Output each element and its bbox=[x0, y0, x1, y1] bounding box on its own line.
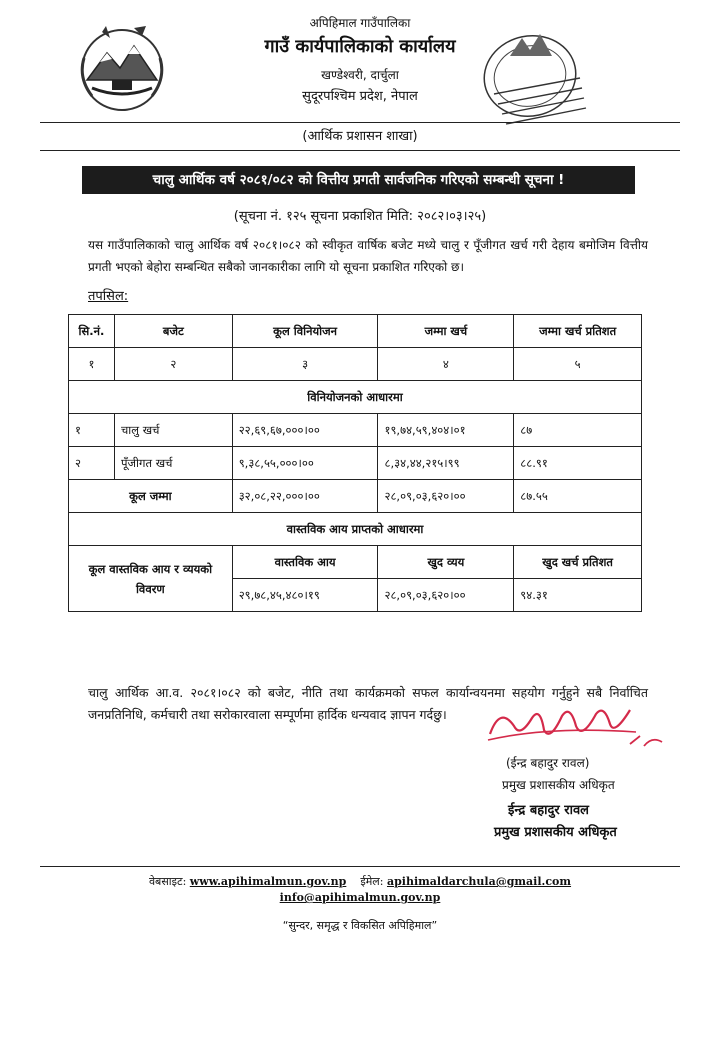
row-expense: ८,३४,४४,२१५।९९ bbox=[378, 447, 514, 480]
branch-name: (आर्थिक प्रशासन शाखा) bbox=[302, 129, 418, 144]
stamp-name: ईन्द्र बहादुर रावल bbox=[508, 803, 589, 818]
footer-email2-line bbox=[0, 891, 720, 904]
index-cell: ३ bbox=[232, 348, 378, 381]
col-header-sn: सि.नं. bbox=[69, 315, 115, 348]
index-cell: ५ bbox=[514, 348, 642, 381]
province-name: सुदूरपश्चिम प्रदेश, नेपाल bbox=[302, 89, 418, 104]
total-row bbox=[69, 480, 642, 513]
office-name: गाउँ कार्यपालिकाको कार्यालय bbox=[264, 36, 456, 57]
stamp-title: प्रमुख प्रशासकीय अधिकृत bbox=[494, 825, 617, 840]
footer-slogan: “सुन्दर, समृद्ध र विकसित अपिहिमाल” bbox=[282, 919, 438, 932]
table-row bbox=[69, 414, 642, 447]
index-cell: १ bbox=[69, 348, 115, 381]
row-percent: ८८.९१ bbox=[514, 447, 642, 480]
section2-net-expense-value: २८,०९,०३,६२०।०० bbox=[378, 579, 514, 612]
section2-label: कूल वास्तविक आय र व्ययको विवरण bbox=[69, 546, 233, 612]
intro-paragraph: यस गाउँपालिकाको चालु आर्थिक वर्ष २०८१।०८२ को स्वीकृत वार्षिक बजेट मध्ये चालु र पूँजीगत खर्च गरी देहाय बमोजिम वित्तीय प्रगती भएको बेहोरा सम्बन्धित सबैको जानकारीका लागि यो सूचना प्रकाशित गरिएको छ। bbox=[88, 238, 648, 274]
total-percent: ८७.५५ bbox=[514, 480, 642, 513]
section2-title: वास्तविक आय प्राप्तको आधारमा bbox=[69, 513, 642, 546]
col-header-expense: जम्मा खर्च bbox=[378, 315, 514, 348]
row-budget: पूँजीगत खर्च bbox=[114, 447, 232, 480]
email-link-primary[interactable]: apihimaldarchula@gmail.com bbox=[386, 875, 572, 888]
header-divider-bottom bbox=[40, 150, 680, 151]
footer-divider bbox=[40, 866, 680, 867]
section2-header-income: वास्तविक आय bbox=[232, 546, 378, 579]
section2-header-net-expense: खुद व्यय bbox=[378, 546, 514, 579]
section-title-row bbox=[69, 381, 642, 414]
signatory-name: (ईन्द्र बहादुर रावल) bbox=[506, 756, 590, 770]
notice-number-line: (सूचना नं. १२५ सूचना प्रकाशित मिति: २०८२।०३।२५) bbox=[233, 209, 487, 224]
row-allocation: २२,६९,६७,०००।०० bbox=[232, 414, 378, 447]
email-label: ईमेल: bbox=[360, 875, 384, 888]
col-header-percent: जम्मा खर्च प्रतिशत bbox=[514, 315, 642, 348]
section2-net-percent-value: ९४.३१ bbox=[514, 579, 642, 612]
email-link-secondary[interactable]: info@apihimalmun.gov.np bbox=[279, 891, 441, 904]
signatory-title: प्रमुख प्रशासकीय अधिकृत bbox=[502, 778, 615, 792]
row-sn: १ bbox=[69, 414, 115, 447]
row-allocation: ९,३८,५५,०००।०० bbox=[232, 447, 378, 480]
section2-income-value: २९,७८,४५,४८०।१९ bbox=[232, 579, 378, 612]
row-percent: ८७ bbox=[514, 414, 642, 447]
row-expense: १९,७४,५९,४०४।०१ bbox=[378, 414, 514, 447]
row-budget: चालु खर्च bbox=[114, 414, 232, 447]
table-index-row bbox=[69, 348, 642, 381]
tapasil-label: तपसिल: bbox=[88, 289, 129, 304]
index-cell: ४ bbox=[378, 348, 514, 381]
website-link[interactable]: www.apihimalmun.gov.np bbox=[189, 875, 347, 888]
footer-contact-line bbox=[0, 874, 720, 889]
total-allocation: ३२,०८,२२,०००।०० bbox=[232, 480, 378, 513]
closing-paragraph: चालु आर्थिक आ.व. २०८१।०८२ को बजेट, नीति तथा कार्यक्रमको सफल कार्यान्वयनमा सहयोग गर्नुहुने सबै निर्वाचित जनप्रतिनिधि, कर्मचारी तथा सरोकारवाला सम्पूर्णमा हार्दिक धन्यवाद ज्ञापन गर्दछु। bbox=[88, 685, 648, 722]
index-cell: २ bbox=[114, 348, 232, 381]
section2-header-row bbox=[69, 546, 642, 579]
notice-title-banner: चालु आर्थिक वर्ष २०८१/०८२ को वित्तीय प्रगती सार्वजनिक गरिएको सम्बन्धी सूचना ! bbox=[82, 166, 635, 194]
office-seal-stamp bbox=[470, 16, 600, 136]
col-header-budget: बजेट bbox=[114, 315, 232, 348]
handwritten-signature bbox=[480, 696, 670, 756]
municipality-name: अपिहिमाल गाउँपालिका bbox=[309, 16, 411, 30]
section1-title: विनियोजनको आधारमा bbox=[69, 381, 642, 414]
section2-header-net-percent: खुद खर्च प्रतिशत bbox=[514, 546, 642, 579]
table-row bbox=[69, 447, 642, 480]
total-expense: २८,०९,०३,६२०।०० bbox=[378, 480, 514, 513]
table-header-row bbox=[69, 315, 642, 348]
row-sn: २ bbox=[69, 447, 115, 480]
header-divider bbox=[40, 122, 680, 123]
office-location: खण्डेश्वरी, दार्चुला bbox=[321, 68, 399, 82]
website-label: वेबसाइट: bbox=[148, 875, 187, 888]
financial-progress-table bbox=[68, 314, 642, 612]
total-label: कूल जम्मा bbox=[69, 480, 233, 513]
col-header-allocation: कूल विनियोजन bbox=[232, 315, 378, 348]
nepal-emblem-logo bbox=[72, 18, 172, 118]
section-title-row bbox=[69, 513, 642, 546]
